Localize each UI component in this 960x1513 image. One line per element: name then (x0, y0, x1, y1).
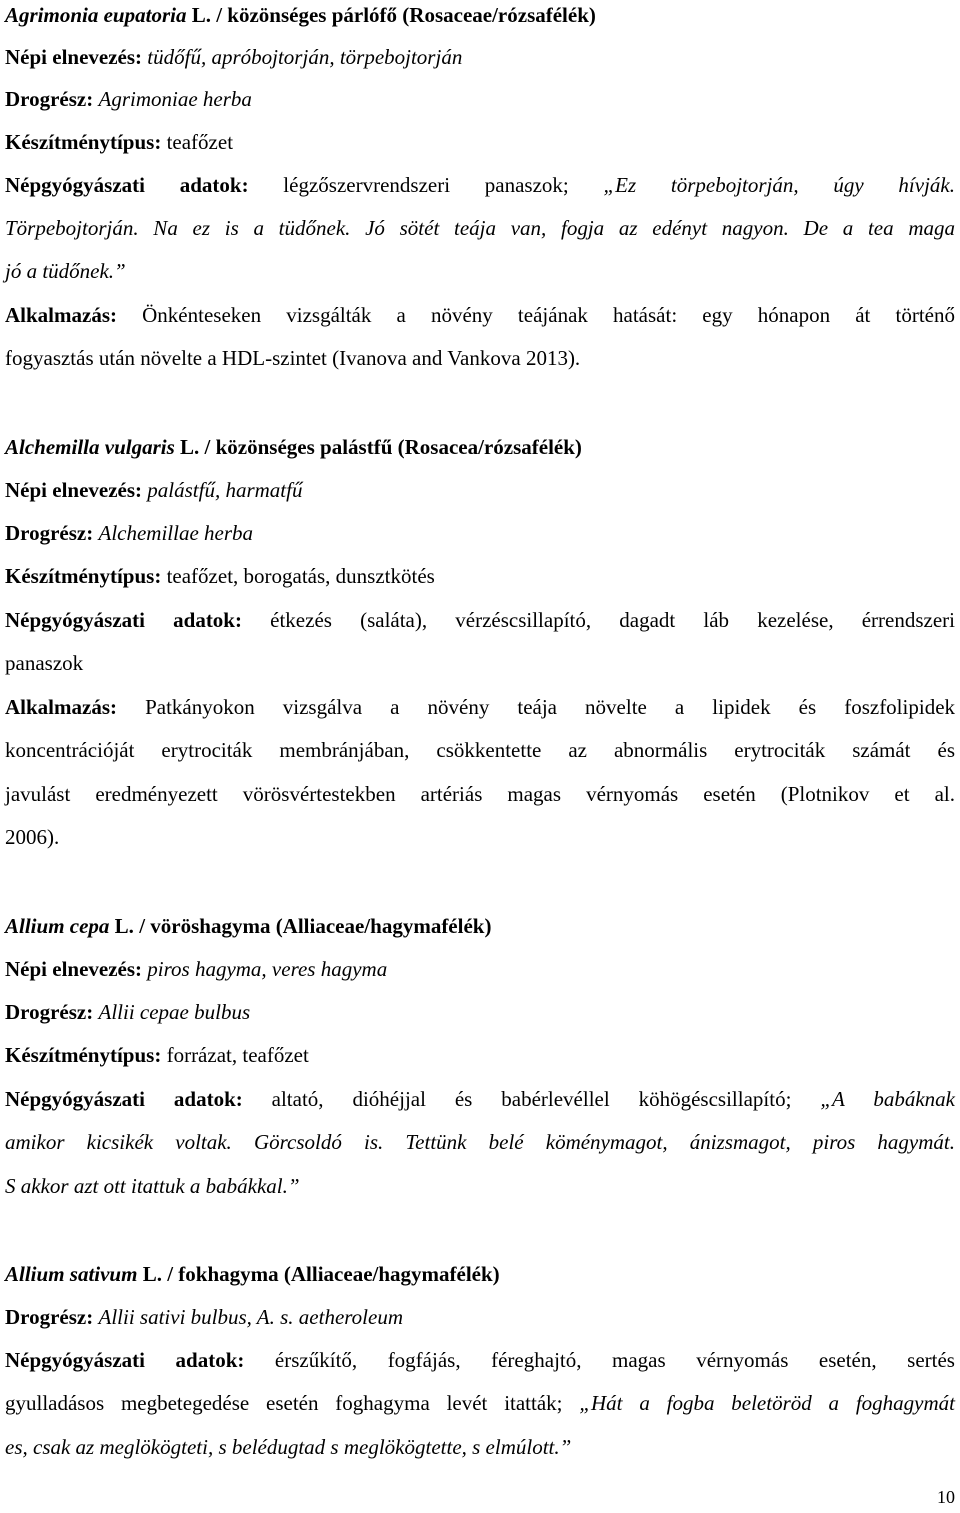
drug-part-label: Drogrész: (5, 1000, 94, 1024)
preparation-type-value: teafőzet (166, 130, 234, 154)
folk-medicine-line-3 (5, 1173, 300, 1199)
folk-medicine-line-2 (5, 650, 83, 676)
preparation-type-label: Készítménytípus: (5, 1043, 162, 1067)
folk-medicine-line-1 (5, 607, 955, 633)
latin-name: Allium sativum (5, 1262, 138, 1286)
folk-medicine-line-2 (5, 1129, 955, 1155)
entry-heading (5, 2, 596, 28)
folk-medicine-label: Népgyógyászati adatok: (5, 1087, 243, 1111)
author: L. (114, 914, 134, 938)
application-line-4 (5, 824, 59, 850)
folk-medicine-line-1 (5, 172, 955, 198)
folk-medicine-value-cont: gyulladásos megbetegedése esetén foghagyma levét itatták; (5, 1391, 563, 1415)
author: L. (142, 1262, 162, 1286)
application-label: Alkalmazás: (5, 303, 117, 327)
author: L. (180, 435, 200, 459)
author: L. (191, 3, 211, 27)
application-line-3 (5, 781, 955, 807)
entry-heading (5, 913, 491, 939)
folk-medicine-quote: „Hát a fogba beletöröd a foghagymát (579, 1391, 956, 1415)
application-label: Alkalmazás: (5, 695, 117, 719)
folk-medicine-quote-end: S akkor azt ott itattuk a babákkal.” (5, 1174, 300, 1198)
drug-part (5, 1304, 403, 1330)
drug-part-label: Drogrész: (5, 521, 94, 545)
application-text-end: 2006). (5, 825, 60, 849)
drug-part-value: Allii cepae bulbus (98, 1000, 251, 1024)
drug-part-label: Drogrész: (5, 87, 94, 111)
folk-medicine-label: Népgyógyászati adatok: (5, 173, 249, 197)
entry-heading (5, 434, 582, 460)
folk-medicine-value-cont: panaszok (5, 651, 84, 675)
latin-name: Alchemilla vulgaris (5, 435, 175, 459)
popular-names-label: Népi elnevezés: (5, 478, 143, 502)
drug-part-value: Allii sativi bulbus, A. s. aetheroleum (98, 1305, 403, 1329)
folk-medicine-label: Népgyógyászati adatok: (5, 608, 242, 632)
common-name: / közönséges párlófő (Rosaceae/rózsafélék) (216, 3, 596, 27)
folk-medicine-value: légzőszervrendszeri panaszok; (283, 173, 569, 197)
folk-medicine-label: Népgyógyászati adatok: (5, 1348, 245, 1372)
popular-names-label: Népi elnevezés: (5, 957, 143, 981)
popular-names-value: palástfű, harmatfű (147, 478, 303, 502)
drug-part-label: Drogrész: (5, 1305, 94, 1329)
folk-medicine-quote: „A babáknak (820, 1087, 955, 1111)
page-number: 10 (937, 1487, 955, 1507)
folk-medicine-line-2 (5, 1390, 955, 1416)
popular-names-value: piros hagyma, veres hagyma (147, 957, 388, 981)
preparation-type (5, 1042, 309, 1068)
popular-names-value: tüdőfű, apróbojtorján, törpebojtorján (147, 45, 463, 69)
application-text-cont: koncentrációját erytrociták membránjában, csökkentette az abnormális erytrociták számát és (5, 738, 955, 762)
common-name: / fokhagyma (Alliaceae/hagymafélék) (167, 1262, 500, 1286)
folk-medicine-quote: „Ez törpebojtorján, úgy hívják. (603, 173, 955, 197)
application-text: Patkányokon vizsgálva a növény teája növelte a lipidek és foszfolipidek (145, 695, 956, 719)
latin-name: Agrimonia eupatoria (5, 3, 187, 27)
popular-names (5, 956, 387, 982)
popular-names-label: Népi elnevezés: (5, 45, 143, 69)
drug-part-value: Alchemillae herba (98, 521, 254, 545)
folk-medicine-value: altató, dióhéjjal és babérlevéllel köhögéscsillapító; (271, 1087, 792, 1111)
preparation-type-value: forrázat, teafőzet (166, 1043, 309, 1067)
application-line-1 (5, 302, 955, 328)
drug-part (5, 520, 253, 546)
folk-medicine-line-1 (5, 1086, 955, 1112)
application-line-2 (5, 737, 955, 763)
application-text-cont: javulást eredményezett vörösvértestekben artériás magas vérnyomás esetén (Plotnikov et al. (5, 782, 955, 806)
folk-medicine-line-3 (5, 258, 126, 284)
preparation-type-value: teafőzet, borogatás, dunsztkötés (166, 564, 435, 588)
entry-heading (5, 1261, 500, 1287)
drug-part (5, 999, 250, 1025)
latin-name: Allium cepa (5, 914, 110, 938)
folk-medicine-line-3 (5, 1434, 571, 1460)
application-line-2 (5, 345, 580, 371)
folk-medicine-quote-end: es, csak az meglökögteti, s belédugtad s meglökögtette, s elmúlott.” (5, 1435, 572, 1459)
preparation-type-label: Készítménytípus: (5, 130, 162, 154)
folk-medicine-line-2 (5, 215, 955, 241)
preparation-type (5, 129, 233, 155)
folk-medicine-value: étkezés (saláta), vérzéscsillapító, dagadt láb kezelése, érrendszeri (270, 608, 955, 632)
application-text: Önkénteseken vizsgálták a növény teájának hatását: egy hónapon át történő (142, 303, 955, 327)
drug-part-value: Agrimoniae herba (98, 87, 252, 111)
common-name: / vöröshagyma (Alliaceae/hagymafélék) (139, 914, 492, 938)
preparation-type (5, 563, 435, 589)
common-name: / közönséges palástfű (Rosacea/rózsafélék) (204, 435, 582, 459)
popular-names (5, 477, 302, 503)
folk-medicine-quote-cont: Törpebojtorján. Na ez is a tüdőnek. Jó sötét teája van, fogja az edényt nagyon. De a tea maga (5, 216, 955, 240)
folk-medicine-line-1 (5, 1347, 955, 1373)
application-text-cont: fogyasztás után növelte a HDL-szintet (Ivanova and Vankova 2013). (5, 346, 581, 370)
drug-part (5, 86, 252, 112)
popular-names (5, 44, 462, 70)
preparation-type-label: Készítménytípus: (5, 564, 162, 588)
folk-medicine-quote-end: jó a tüdőnek.” (5, 259, 126, 283)
application-line-1 (5, 694, 955, 720)
folk-medicine-quote-cont: amikor kicsikék voltak. Görcsoldó is. Tettünk belé köménymagot, ánizsmagot, piros hagymát. (5, 1130, 955, 1154)
folk-medicine-value: érszűkítő, fogfájás, féreghajtó, magas vérnyomás esetén, sertés (274, 1348, 955, 1372)
